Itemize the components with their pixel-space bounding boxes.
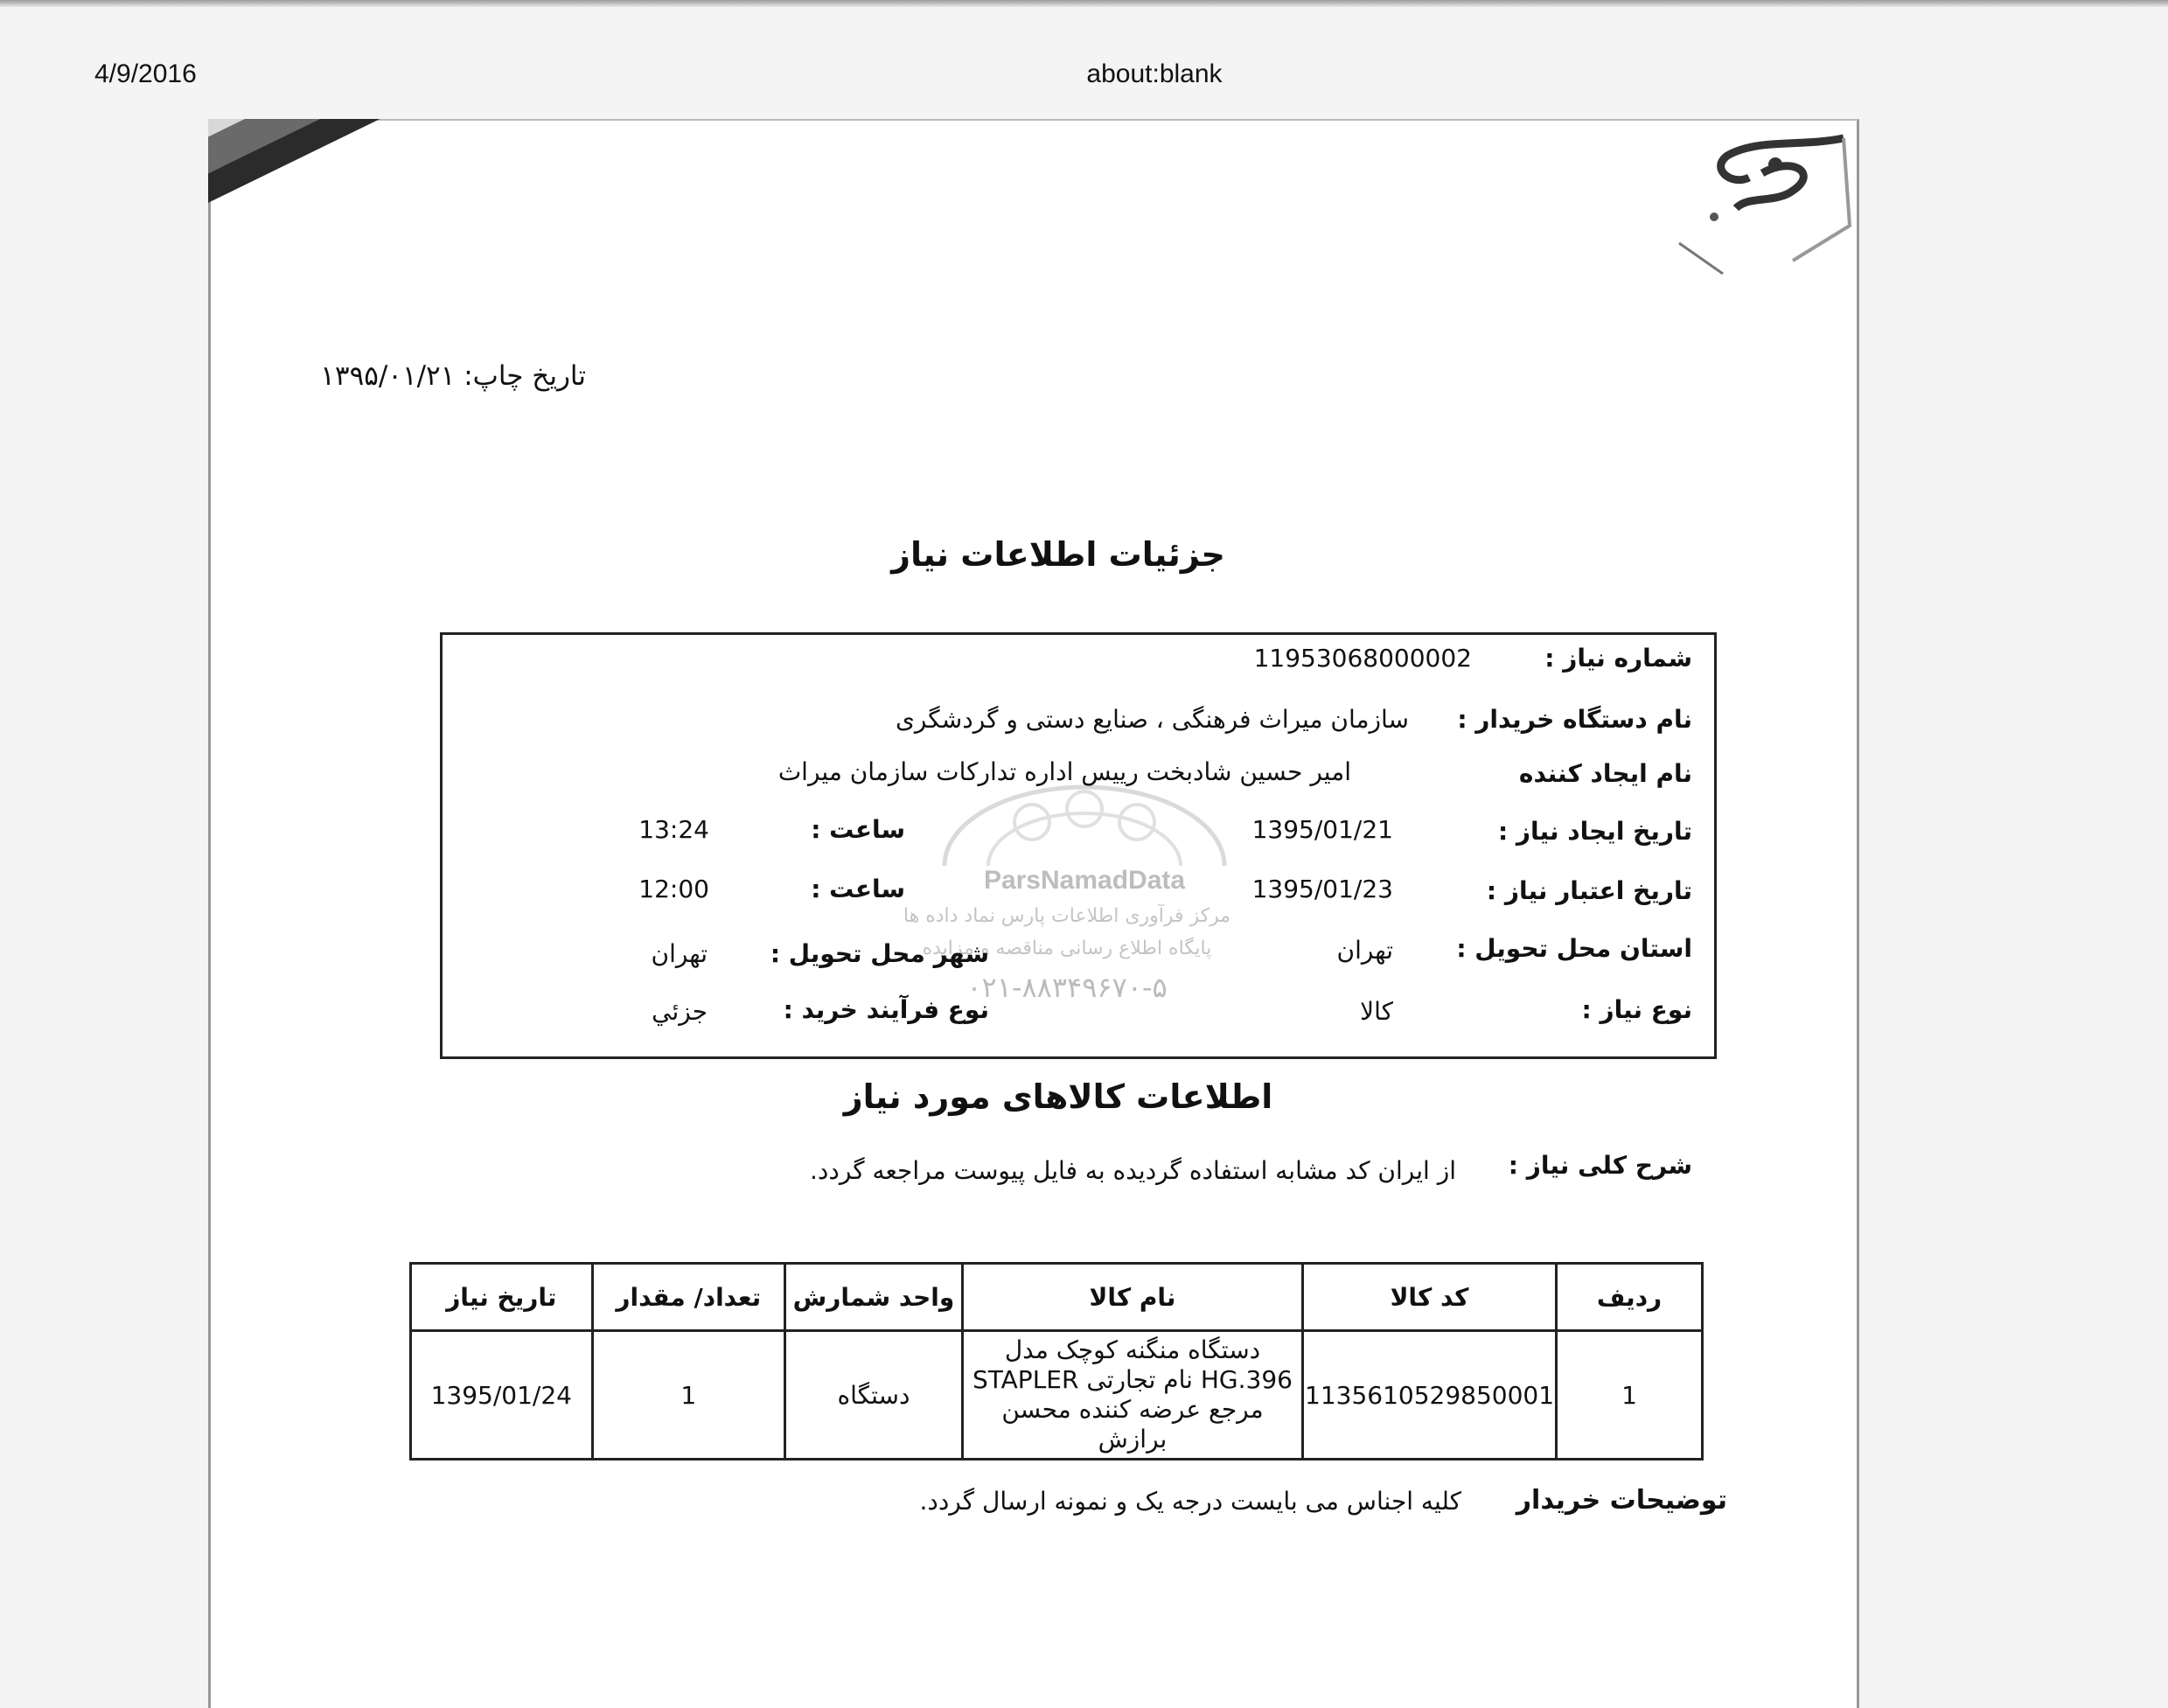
need-info-box [440,632,1717,1059]
created-time-label: ساعت : [811,815,905,844]
col-header-row-number: ردیف [1557,1264,1703,1331]
watermark-line1: مرکز فرآوری اطلاعات پارس نماد داده ها [903,905,1231,927]
col-header-need-date: تاریخ نیاز [411,1264,593,1331]
goods-table [409,1262,1704,1461]
created-date-label: تاریخ ایجاد نیاز : [1497,817,1692,846]
page-title: جزئیات اطلاعات نیاز [891,535,1225,574]
col-header-quantity: تعداد/ مقدار [592,1264,784,1331]
table-header-row [411,1264,1703,1331]
process-value: جزئي [652,997,708,1026]
need-number-value: 11953068000002 [1253,644,1472,673]
created-time-value: 13:24 [638,815,709,844]
description-label: شرح کلی نیاز : [1508,1151,1692,1180]
description-value: از ایران کد مشابه استفاده گردیده به فایل پیوست مراجعه گردد. [810,1156,1456,1185]
table-row [411,1331,1703,1460]
valid-time-value: 12:00 [638,875,709,903]
watermark-brand: ParsNamadData [983,866,1186,895]
col-header-name: نام کالا [962,1264,1302,1331]
need-type-label: نوع نیاز : [1581,995,1692,1024]
cell-row-number: 1 [1557,1331,1703,1460]
col-header-code: کد کالا [1303,1264,1557,1331]
col-header-unit: واحد شمارش [784,1264,962,1331]
creator-label: نام ایجاد کننده [1518,759,1692,788]
need-number-label: شماره نیاز : [1544,644,1692,673]
cell-unit: دستگاه [784,1331,962,1460]
buyer-notes-value: کلیه اجناس می بایست درجه یک و نمونه ارسال گردد. [919,1487,1461,1516]
valid-time-label: ساعت : [811,875,905,903]
need-type-value: کالا [1360,997,1393,1026]
city-value: تهران [651,939,708,968]
valid-date-value: 1395/01/23 [1251,875,1393,903]
province-label: استان محل تحویل : [1456,934,1692,963]
province-value: تهران [1336,936,1393,965]
cell-name: دستگاه منگنه کوچک مدل HG.396 نام تجارتی STAPLER مرجع عرضه کننده محسن برازش [962,1331,1302,1460]
watermark-phone: ۰۲۱-۸۸۳۴۹۶۷۰-۵ [966,971,1168,1004]
cell-code: 1135610529850001 [1303,1331,1557,1460]
watermark-line2: پایگاه اطلاع رسانی مناقصه و مزایده [922,938,1212,959]
creator-value: امیر حسین شادبخت رییس اداره تدارکات سازمان میراث [777,757,1351,786]
setad-logo-icon [1662,121,1854,296]
cell-need-date: 1395/01/24 [411,1331,593,1460]
valid-date-label: تاریخ اعتبار نیاز : [1486,876,1692,905]
print-date: تاریخ چاپ: ۱۳۹۵/۰۱/۲۱ [320,360,586,392]
browser-print-date: 4/9/2016 [94,59,197,88]
buyer-value: سازمان میراث فرهنگی ، صنایع دستی و گردشگری [895,705,1409,734]
buyer-notes-label: توضیحات خریدار [1516,1485,1727,1516]
scan-top-edge [0,0,2168,7]
buyer-label: نام دستگاه خریدار : [1457,705,1692,734]
goods-section-title: اطلاعات کالاهای مورد نیاز [843,1077,1273,1116]
process-label: نوع فرآیند خرید : [783,995,989,1024]
browser-print-url: about:blank [1086,59,1223,88]
created-date-value: 1395/01/21 [1251,815,1393,844]
cell-quantity: 1 [592,1331,784,1460]
city-label: شهر محل تحویل : [770,939,989,968]
iran-flag-icon [208,119,444,233]
